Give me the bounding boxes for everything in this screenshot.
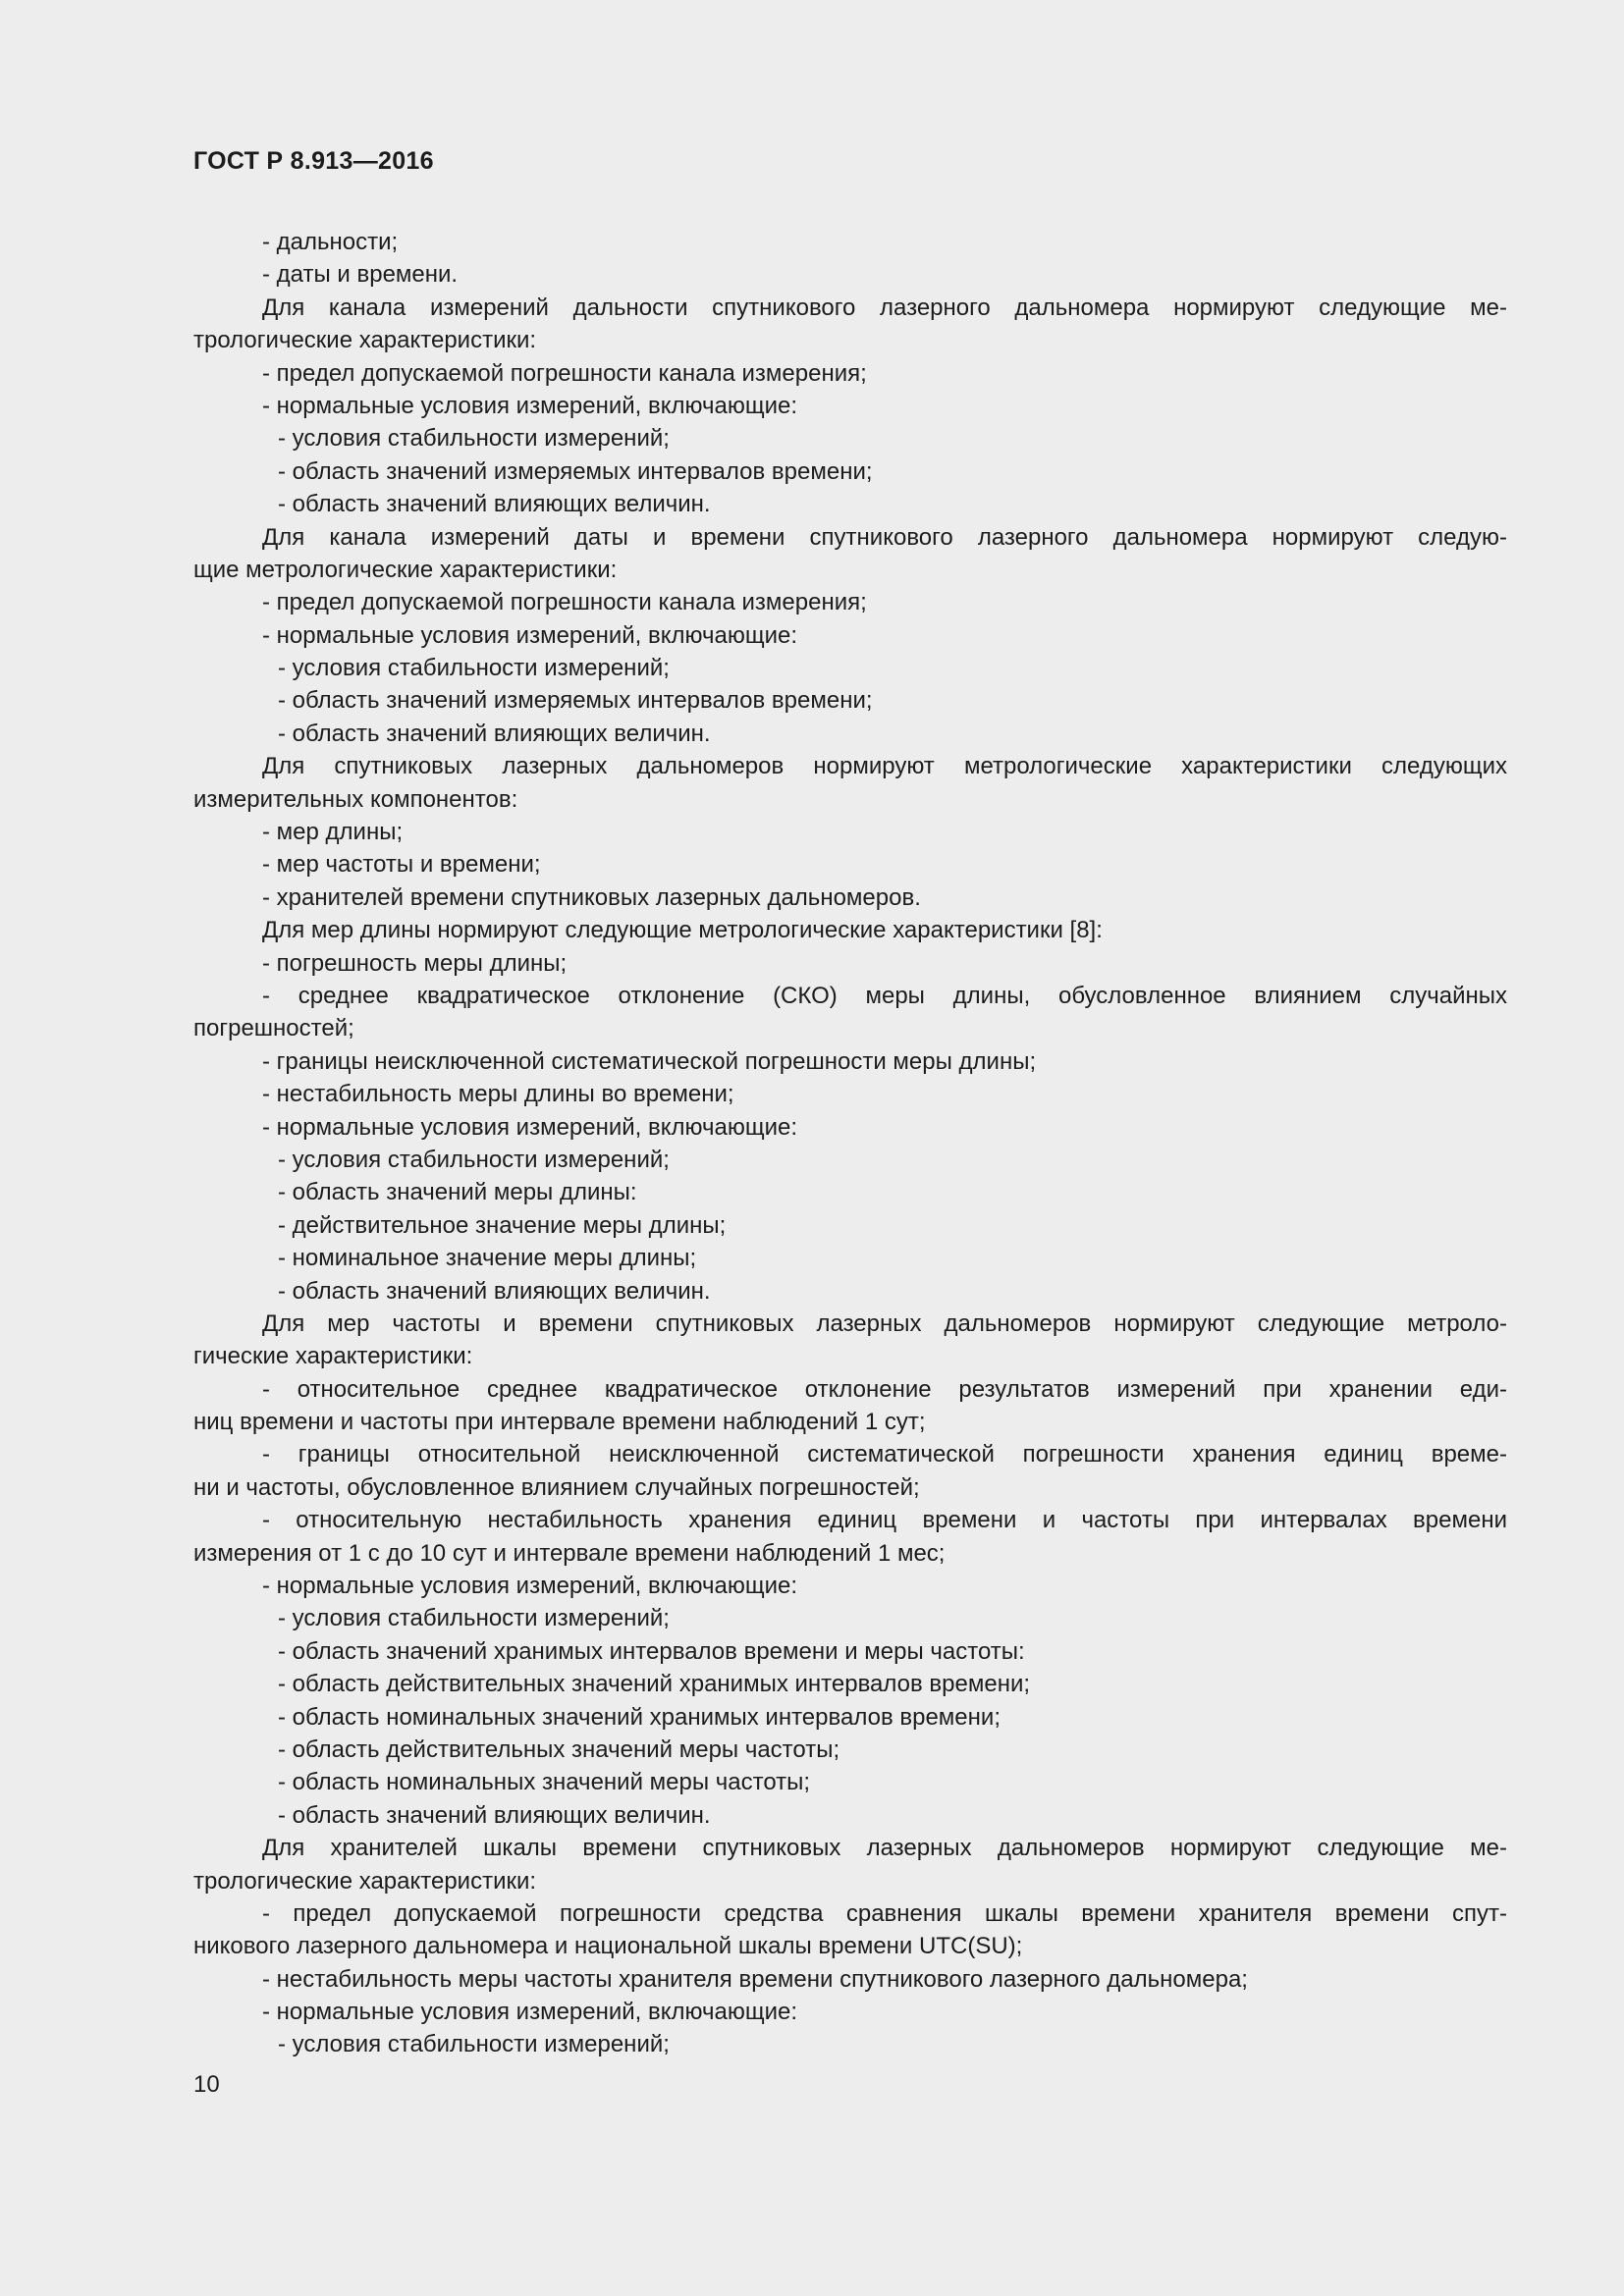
text-line: - область значений влияющих величин. (278, 491, 711, 518)
page-number: 10 (193, 2071, 220, 2098)
text-line: - нормальные условия измерений, включающие: (262, 621, 798, 649)
text-line: - область значений меры длины: (278, 1179, 637, 1206)
text-line: - номинальное значение меры длины; (278, 1245, 697, 1272)
text-line: - область значений влияющих величин. (278, 1277, 711, 1305)
text-line: - предел допускаемой погрешности средства сравнения шкалы времени хранителя времени спут- (262, 1899, 1507, 1927)
document-header: ГОСТ Р 8.913—2016 (193, 147, 434, 175)
text-line: щие метрологические характеристики: (193, 556, 618, 583)
text-line: - относительную нестабильность хранения единиц времени и частоты при интервалах времени (262, 1507, 1507, 1534)
text-line: - предел допускаемой погрешности канала измерения; (262, 589, 867, 616)
text-line: трологические характеристики: (193, 1867, 537, 1895)
text-line: трологические характеристики: (193, 327, 537, 354)
text-line: - область номинальных значений хранимых интервалов времени; (278, 1703, 1001, 1731)
text-line: никового лазерного дальномера и национальной шкалы времени UTC(SU); (193, 1933, 1023, 1960)
text-line: - условия стабильности измерений; (278, 655, 670, 682)
text-line: - область значений измеряемых интервалов времени; (278, 687, 873, 715)
text-line: измерения от 1 с до 10 сут и интервале времени наблюдений 1 мес; (193, 1539, 946, 1567)
text-line: - дальности; (262, 229, 399, 255)
text-line: Для мер частоты и времени спутниковых лазерных дальномеров нормируют следующие метроло- (262, 1309, 1507, 1337)
text-line: - границы неисключенной систематической погрешности меры длины; (262, 1047, 1037, 1075)
text-line: Для хранителей шкалы времени спутниковых лазерных дальномеров нормируют следующие ме- (262, 1835, 1507, 1862)
text-line: - область значений влияющих величин. (278, 720, 711, 747)
text-line: - относительное среднее квадратическое отклонение результатов измерений при хранении еди- (262, 1375, 1507, 1403)
text-line: Для мер длины нормируют следующие метрологические характеристики [8]: (262, 917, 1103, 944)
text-line: - условия стабильности измерений; (278, 1605, 670, 1632)
text-line: - условия стабильности измерений; (278, 1146, 670, 1173)
text-line: - область значений хранимых интервалов времени и меры частоты: (278, 1637, 1025, 1665)
text-line: - среднее квадратическое отклонение (СКО) меры длины, обусловленное влиянием случайных (262, 982, 1507, 1009)
text-line: Для спутниковых лазерных дальномеров нормируют метрологические характеристики следующих (262, 753, 1507, 780)
text-line: - предел допускаемой погрешности канала измерения; (262, 359, 867, 387)
text-line: - даты и времени. (262, 261, 459, 289)
text-line: - нестабильность меры длины во времени; (262, 1081, 734, 1108)
text-line: - хранителей времени спутниковых лазерных дальномеров. (262, 883, 921, 911)
text-line: измерительных компонентов: (193, 785, 518, 813)
text-line: - нормальные условия измерений, включающие: (262, 1113, 798, 1141)
text-line: ни и частоты, обусловленное влиянием случайных погрешностей; (193, 1473, 920, 1501)
text-line: - условия стабильности измерений; (278, 425, 670, 453)
text-line: Для канала измерений даты и времени спутникового лазерного дальномера нормируют следую- (262, 523, 1507, 551)
text-line: - мер длины; (262, 819, 404, 846)
text-line: - границы относительной неисключенной систематической погрешности хранения единиц време- (262, 1441, 1507, 1468)
text-line: - область номинальных значений меры частоты; (278, 1769, 811, 1796)
text-line: - область действительных значений меры частоты; (278, 1735, 840, 1763)
text-line: - область значений измеряемых интервалов времени; (278, 457, 873, 485)
text-line: - мер частоты и времени; (262, 851, 541, 879)
text-line: Для канала измерений дальности спутникового лазерного дальномера нормируют следующие ме- (262, 294, 1507, 321)
text-line: - нестабильность меры частоты хранителя времени спутникового лазерного дальномера; (262, 1965, 1248, 1993)
text-line: гические характеристики: (193, 1343, 473, 1370)
document-body (193, 226, 1507, 2061)
text-line: - нормальные условия измерений, включающие: (262, 392, 798, 419)
text-line: - нормальные условия измерений, включающие: (262, 1999, 798, 2026)
text-line: - погрешность меры длины; (262, 949, 568, 977)
text-line: погрешностей; (193, 1015, 354, 1042)
text-line: ниц времени и частоты при интервале времени наблюдений 1 сут; (193, 1409, 926, 1436)
text-line: - область значений влияющих величин. (278, 1801, 711, 1829)
text-line: - нормальные условия измерений, включающие: (262, 1573, 798, 1600)
text-line: - условия стабильности измерений; (278, 2031, 670, 2058)
text-line: - действительное значение меры длины; (278, 1211, 727, 1239)
text-line: - область действительных значений хранимых интервалов времени; (278, 1671, 1031, 1698)
